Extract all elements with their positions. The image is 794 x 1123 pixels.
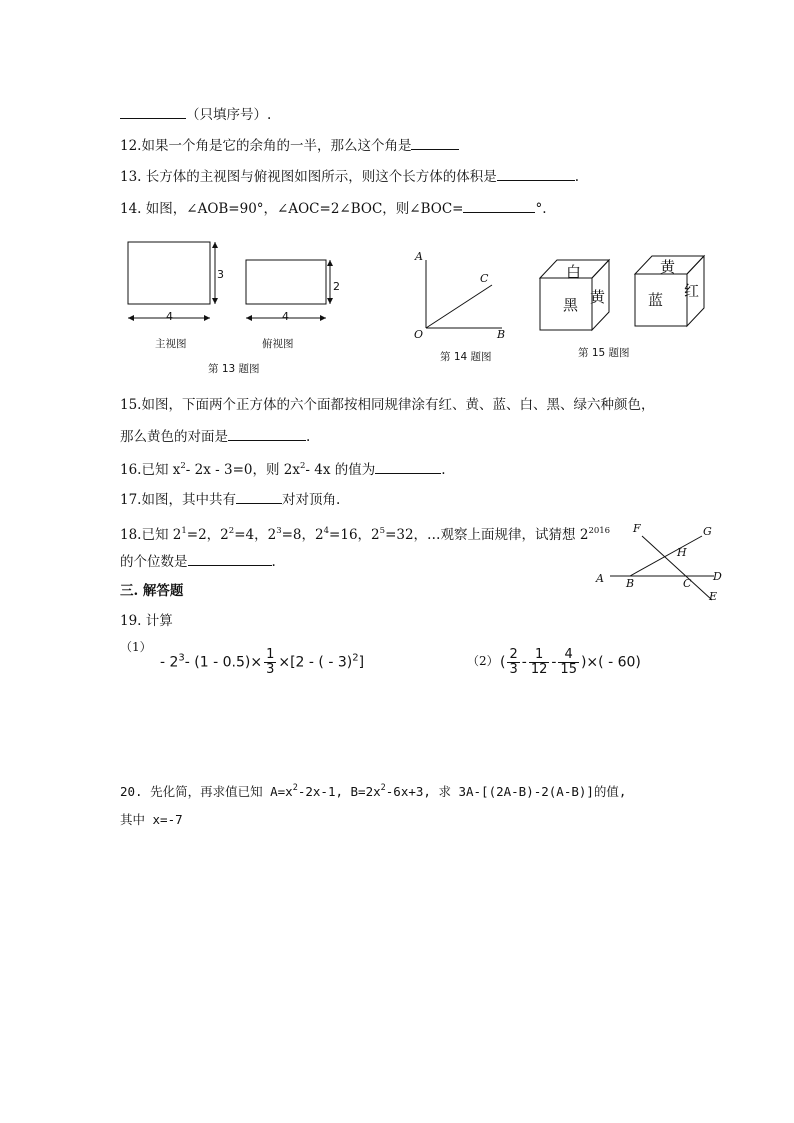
- q17-text-a: 17.如图，其中共有: [120, 492, 236, 508]
- fig17-label-f: F: [633, 522, 641, 535]
- q18-exp3: 3: [276, 526, 282, 536]
- q20-text-b: -2x-1, B=2x: [297, 784, 381, 799]
- answer-blank: [228, 426, 306, 441]
- answer-blank: [375, 459, 441, 474]
- q14-text: 14. 如图，∠AOB=90°，∠AOC=2∠BOC，则∠BOC=: [120, 201, 464, 217]
- frac-denominator: 3: [266, 662, 275, 677]
- fig13-front-label: 主视图: [155, 338, 187, 350]
- fig14-diagram: [410, 250, 520, 340]
- q18-line1: [120, 522, 610, 544]
- q17-line: [120, 489, 340, 509]
- q16-exp2: 2: [299, 461, 306, 471]
- fig13-diagram: [118, 236, 348, 326]
- q17-text-b: 对对顶角.: [281, 492, 341, 508]
- q18-text-a: 18.已知 2: [120, 527, 182, 543]
- fig15-caption: 第 15 题图: [578, 347, 630, 359]
- q16-exp1: 2: [180, 461, 186, 471]
- q19-2-minus-2: -: [551, 654, 557, 671]
- q13-period: .: [574, 169, 580, 185]
- q19-2-expression: [500, 648, 641, 677]
- q19-2-label: （2）: [467, 654, 499, 668]
- fig13-front-height: 3: [217, 268, 224, 281]
- q18-text-g: 的个位数是: [120, 554, 188, 570]
- q19-1-fraction: [264, 648, 276, 677]
- q13-text: 13. 长方体的主视图与俯视图如图所示，则这个长方体的体积是: [120, 169, 497, 185]
- q16-text-b: - 2x - 3=0，则 2x: [185, 462, 300, 478]
- fig17-label-d: D: [713, 570, 722, 583]
- fig13-caption: 第 13 题图: [208, 363, 260, 375]
- answer-blank: [463, 198, 535, 213]
- q19-1-label: （1）: [120, 640, 152, 654]
- q18-line2: [120, 551, 276, 571]
- answer-blank: [497, 166, 575, 181]
- fig14-label-a: A: [415, 250, 423, 263]
- q18-exp4: 4: [323, 526, 330, 536]
- q19-title: 19. 计算: [120, 613, 173, 629]
- q20-exp2: 2: [380, 783, 386, 793]
- fig13-front-width: 4: [166, 310, 173, 323]
- frac-numerator: 1: [529, 648, 550, 663]
- q20-exp1: 2: [292, 783, 298, 793]
- fig14-label-b: B: [497, 328, 506, 341]
- q18-period: .: [271, 554, 276, 570]
- frac-numerator: 2: [509, 647, 518, 662]
- fig15-cube2-top: 黄: [660, 258, 676, 276]
- fig13-top-width: 4: [282, 310, 289, 323]
- q18-exp2016: 2016: [588, 526, 611, 536]
- answer-blank: [188, 551, 272, 566]
- q12-text: 12.如果一个角是它的余角的一半，那么这个角是: [120, 138, 412, 154]
- fig17-label-b: B: [626, 577, 635, 590]
- q18-exp2: 2: [228, 526, 235, 536]
- fig15-cube2-front: 蓝: [648, 291, 664, 309]
- fig15-cube1-top: 白: [566, 263, 582, 281]
- q18-exp1: 1: [181, 526, 187, 536]
- q16-period: .: [441, 462, 446, 478]
- q18-text-d: =8，2: [281, 527, 324, 543]
- q14-line: [120, 198, 547, 218]
- q18-text-b: =2，2: [186, 527, 229, 543]
- answer-blank: [120, 104, 186, 119]
- q11-text: （只填序号）.: [186, 107, 272, 123]
- fig15-cube1-right: 黄: [590, 288, 606, 306]
- q19-1-part-c: ×[2 - ( - 3): [278, 654, 353, 671]
- frac-denominator: 15: [560, 662, 577, 677]
- q15-line2: [120, 426, 310, 446]
- q16-text-a: 16.已知 x: [120, 462, 181, 478]
- q19-1-exp2: 2: [352, 652, 359, 664]
- q18-text-f: =32，…观察上面规律，试猜想 2: [385, 527, 589, 543]
- fig17-label-e: E: [709, 590, 718, 603]
- q15-text2: 那么黄色的对面是: [120, 429, 228, 445]
- fig15-cube2-right: 红: [684, 282, 700, 300]
- q11-line: [120, 104, 271, 124]
- fig17-label-a: A: [596, 572, 604, 585]
- fig17-label-c: C: [683, 577, 692, 590]
- q19-2-minus-1: -: [521, 654, 527, 671]
- q20-text-c: -6x+3, 求 3A-[(2A-B)-2(A-B)]的值,: [385, 784, 627, 799]
- fig13-top-height: 2: [333, 280, 340, 293]
- q15-line1: [120, 396, 654, 414]
- q20-line1: [120, 779, 626, 801]
- frac-numerator: 4: [558, 648, 579, 663]
- q19-1-exp: 3: [178, 652, 185, 664]
- fig14-caption: 第 14 题图: [440, 351, 492, 363]
- q19-1-expression: [160, 648, 364, 677]
- section-heading: 三. 解答题: [120, 583, 184, 599]
- q20-text-a: 20. 先化简，再求值已知 A=x: [120, 784, 293, 799]
- answer-blank: [236, 489, 282, 504]
- q19-2-fraction-3: [558, 648, 579, 677]
- q18-text-c: =4，2: [234, 527, 277, 543]
- q19-1-part-b: - (1 - 0.5)×: [184, 654, 263, 671]
- frac-numerator: 1: [266, 647, 275, 662]
- fig17-label-g: G: [703, 525, 712, 538]
- q12-line: [120, 135, 459, 155]
- fig15-cube1-front: 黑: [563, 296, 579, 314]
- frac-denominator: 12: [530, 662, 548, 677]
- fig13-top-label: 俯视图: [262, 338, 294, 350]
- q19-2-fraction-2: [529, 648, 550, 677]
- q19-2-fraction-1: [507, 648, 519, 677]
- answer-blank: [411, 135, 459, 150]
- q18-exp5: 5: [379, 526, 386, 536]
- q19-2-open: (: [500, 654, 506, 671]
- frac-denominator: 3: [509, 662, 518, 677]
- q15-text: 15.如图，下面两个正方体的六个面都按相同规律涂有红、黄、蓝、白、黑、绿六种颜色，: [120, 397, 655, 413]
- q18-text-e: =16，2: [329, 527, 380, 543]
- fig17-label-h: H: [677, 546, 687, 559]
- q15-period: .: [306, 429, 311, 445]
- q19-1-part-a: - 2: [160, 654, 179, 671]
- q13-line: [120, 166, 579, 186]
- fig14-label-o: O: [414, 328, 424, 341]
- q19-1-part-d: ]: [358, 654, 365, 671]
- q16-line: [120, 457, 446, 479]
- fig14-label-c: C: [480, 272, 489, 285]
- q14-degree: °.: [535, 201, 547, 217]
- q19-2-close: )×( - 60): [580, 654, 641, 671]
- q20-line2: 其中 x=-7: [120, 812, 183, 827]
- q16-text-c: - 4x 的值为: [305, 462, 376, 478]
